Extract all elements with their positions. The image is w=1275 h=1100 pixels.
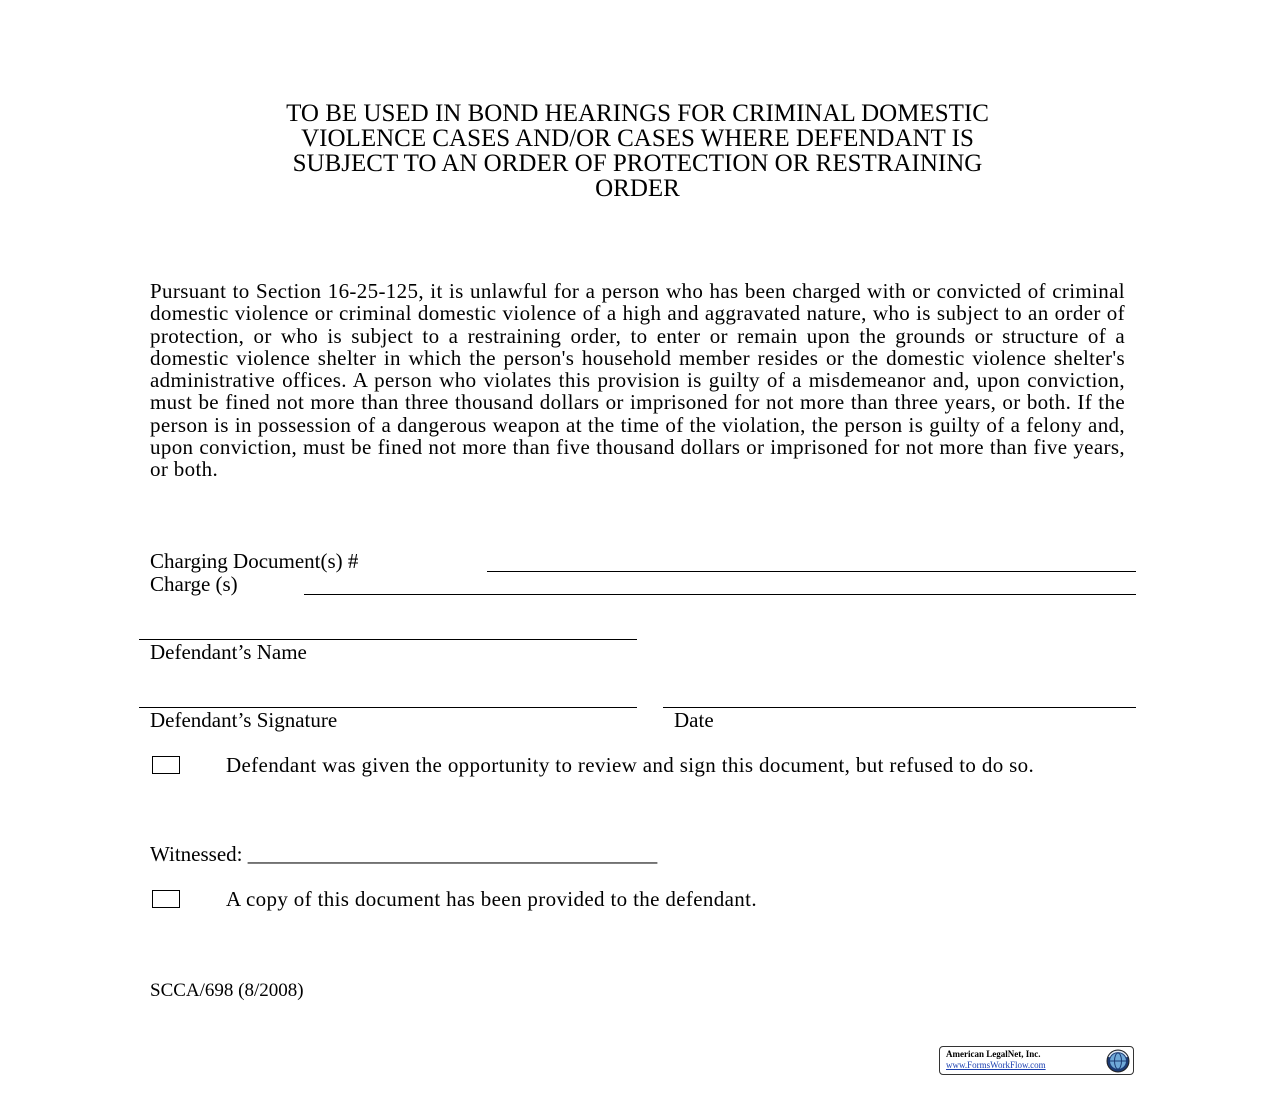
refused-to-sign-text: Defendant was given the opportunity to review and sign this document, but refused to do so. <box>226 753 1035 777</box>
form-title-line: TO BE USED IN BOND HEARINGS FOR CRIMINAL DOMESTIC <box>286 100 989 127</box>
publisher-badge[interactable] <box>939 1046 1134 1075</box>
form-title-line: ORDER <box>595 175 680 202</box>
witnessed-field[interactable]: Witnessed: _______________________________________ <box>150 842 658 866</box>
publisher-name: American LegalNet, Inc. <box>946 1049 1041 1059</box>
publisher-website-link[interactable]: www.FormsWorkFlow.com <box>946 1060 1046 1070</box>
date-label: Date <box>674 708 714 732</box>
defendant-signature-label: Defendant’s Signature <box>150 708 338 732</box>
copy-provided-checkbox[interactable] <box>152 890 180 908</box>
form-title <box>150 101 1125 201</box>
charge-label: Charge (s) <box>150 572 238 596</box>
charge-line[interactable] <box>304 594 1136 595</box>
copy-provided-text: A copy of this document has been provided to the defendant. <box>226 887 757 911</box>
charging-document-line[interactable] <box>487 571 1136 572</box>
defendant-name-label: Defendant’s Name <box>150 640 307 664</box>
globe-logo-icon <box>1106 1049 1130 1073</box>
form-title-line: SUBJECT TO AN ORDER OF PROTECTION OR RESTRAINING <box>292 150 983 177</box>
date-line[interactable] <box>663 707 1136 708</box>
form-code: SCCA/698 (8/2008) <box>150 980 304 1001</box>
charging-document-label: Charging Document(s) # <box>150 549 359 573</box>
form-title-line: VIOLENCE CASES AND/OR CASES WHERE DEFENDANT IS <box>301 125 974 152</box>
statute-notice-paragraph: Pursuant to Section 16-25-125, it is unlawful for a person who has been charged with or convicted of criminal domestic violence or criminal domestic violence of a high and aggravated nature, who is subject to an order of protection, or who is subject to a restraining order, to enter or remain upon the grounds or structure of a domestic violence shelter in which the person's household member resides or the domestic violence shelter's administrative offices. A person who violates this provision is guilty of a misdemeanor and, upon conviction, must be fined not more than three thousand dollars or imprisoned for not more than three years, or both. If the person is in possession of a dangerous weapon at the time of the violation, the person is guilty of a felony and, upon conviction, must be fined not more than five thousand dollars or imprisoned for not more than five years, or both. <box>150 279 1125 482</box>
